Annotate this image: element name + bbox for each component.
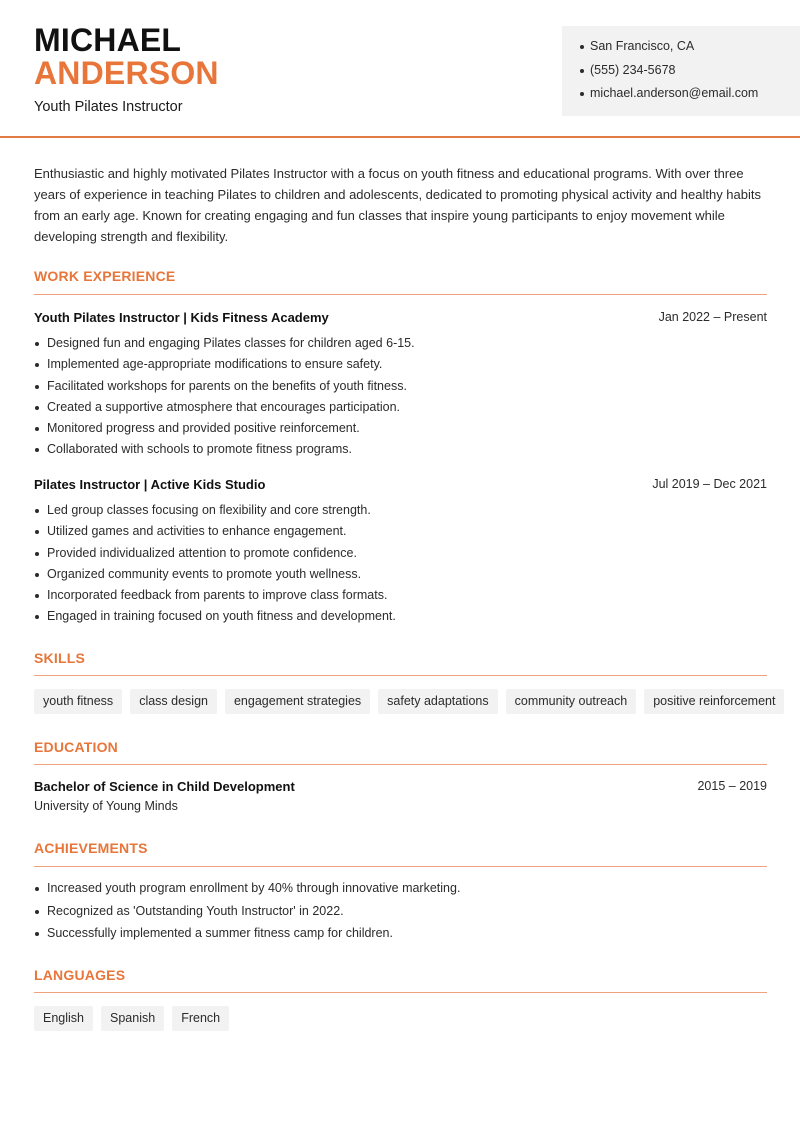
list-item: Facilitated workshops for parents on the benefits of youth fitness.	[34, 378, 415, 399]
list-item: Organized community events to promote youth wellness.	[34, 566, 396, 587]
resume-header	[0, 0, 800, 138]
list-item: Increased youth program enrollment by 40% through innovative marketing.	[34, 880, 460, 903]
skill-tag: positive reinforcement	[644, 689, 784, 714]
contact-location: San Francisco, CA	[580, 38, 800, 62]
professional-summary: Enthusiastic and highly motivated Pilates Instructor with a focus on youth fitness and educational programs. With over three years of experience in teaching Pilates to children and adolescents, dedicated to promoting physical activity and healthy habits from an early age. Known for creating engaging and fun classes that inspire young participants to enjoy movement while developing strength and flexibility.	[34, 166, 761, 244]
list-item: Monitored progress and provided positive reinforcement.	[34, 420, 415, 441]
contact-email: michael.anderson@email.com	[580, 85, 800, 109]
last-name: ANDERSON	[34, 55, 219, 91]
job-date: Jul 2019 – Dec 2021	[652, 477, 767, 491]
school-name: University of Young Minds	[34, 799, 178, 813]
achievements-list	[34, 880, 460, 948]
section-title-work-experience: WORK EXPERIENCE	[34, 268, 176, 284]
languages-list	[34, 1006, 229, 1031]
list-item: Successfully implemented a summer fitness camp for children.	[34, 925, 460, 948]
job-title: Pilates Instructor | Active Kids Studio	[34, 477, 266, 492]
skill-tag: class design	[130, 689, 217, 714]
section-title-achievements: ACHIEVEMENTS	[34, 840, 148, 856]
language-tag: Spanish	[101, 1006, 164, 1031]
skills-list	[34, 689, 784, 714]
list-item: Incorporated feedback from parents to improve class formats.	[34, 587, 396, 608]
section-divider	[34, 294, 767, 295]
list-item: Collaborated with schools to promote fitness programs.	[34, 441, 415, 462]
section-divider	[34, 675, 767, 676]
list-item: Created a supportive atmosphere that encourages participation.	[34, 399, 415, 420]
section-title-education: EDUCATION	[34, 739, 118, 755]
list-item: Recognized as 'Outstanding Youth Instructor' in 2022.	[34, 903, 460, 926]
first-name: MICHAEL	[34, 22, 182, 58]
language-tag: French	[172, 1006, 229, 1031]
skill-tag: safety adaptations	[378, 689, 497, 714]
contact-phone: (555) 234-5678	[580, 62, 800, 86]
job-role: Youth Pilates Instructor	[34, 99, 183, 115]
skill-tag: youth fitness	[34, 689, 122, 714]
list-item: Engaged in training focused on youth fitness and development.	[34, 608, 396, 629]
list-item: Designed fun and engaging Pilates classes for children aged 6-15.	[34, 335, 415, 356]
job-date: Jan 2022 – Present	[658, 310, 767, 324]
education-date: 2015 – 2019	[697, 779, 767, 793]
degree-title: Bachelor of Science in Child Development	[34, 779, 295, 794]
list-item: Utilized games and activities to enhance engagement.	[34, 523, 396, 544]
section-title-skills: SKILLS	[34, 650, 85, 666]
section-divider	[34, 764, 767, 765]
contact-box	[562, 26, 800, 116]
job-bullets	[34, 335, 415, 463]
language-tag: English	[34, 1006, 93, 1031]
job-title: Youth Pilates Instructor | Kids Fitness Academy	[34, 310, 329, 325]
list-item: Led group classes focusing on flexibility and core strength.	[34, 502, 396, 523]
list-item: Provided individualized attention to promote confidence.	[34, 545, 396, 566]
skill-tag: engagement strategies	[225, 689, 370, 714]
candidate-name	[34, 24, 219, 90]
section-divider	[34, 866, 767, 867]
job-bullets	[34, 502, 396, 630]
list-item: Implemented age-appropriate modifications to ensure safety.	[34, 356, 415, 377]
section-divider	[34, 992, 767, 993]
section-title-languages: LANGUAGES	[34, 967, 126, 983]
skill-tag: community outreach	[506, 689, 637, 714]
